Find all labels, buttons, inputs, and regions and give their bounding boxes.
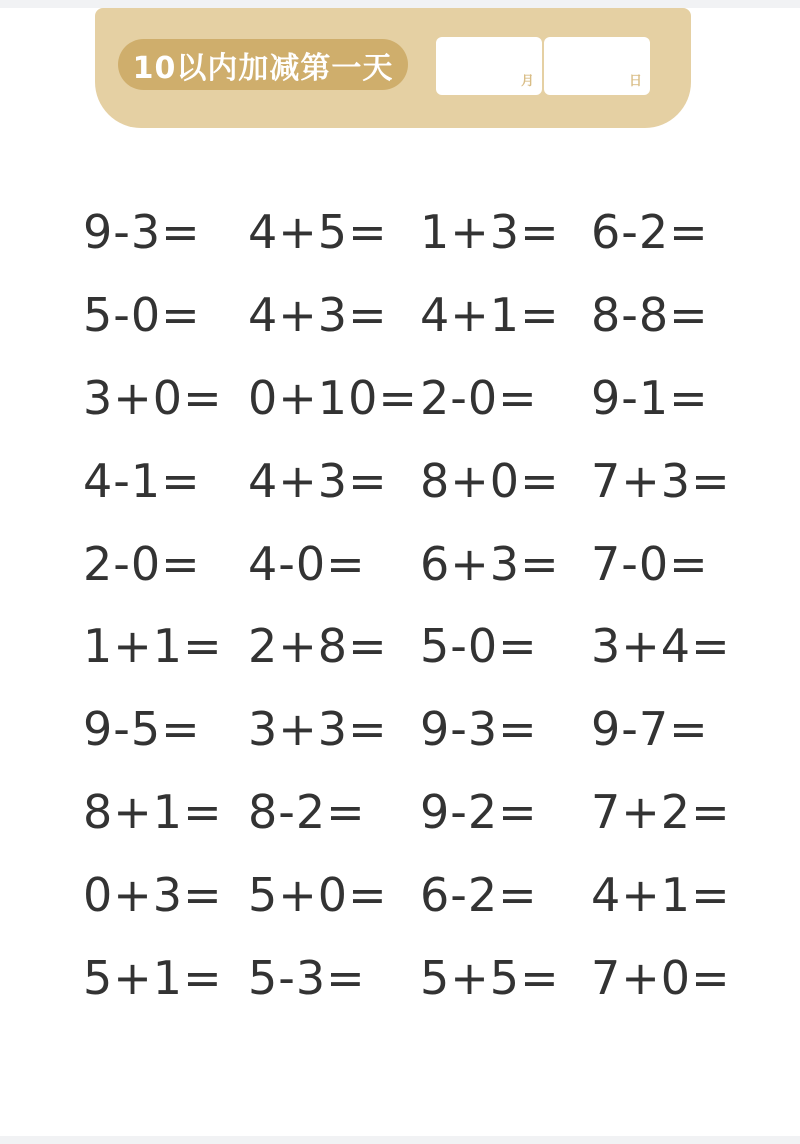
problem-cell: 4-1= [83, 453, 201, 508]
problem-cell: 2-0= [83, 536, 201, 591]
problem-cell: 9-3= [420, 702, 538, 757]
problem-cell: 6-2= [591, 205, 709, 260]
problem-cell: 7+0= [591, 950, 731, 1005]
problem-cell: 4+3= [248, 288, 388, 343]
problem-cell: 5-3= [248, 950, 366, 1005]
problem-cell: 3+0= [83, 370, 223, 425]
problem-cell: 9-2= [420, 784, 538, 839]
month-unit-label: 月 [520, 74, 534, 89]
problem-cell: 5+5= [420, 950, 560, 1005]
problem-cell: 3+4= [591, 619, 731, 674]
problem-cell: 8+1= [83, 784, 223, 839]
worksheet-title: 10以内加减第一天 [118, 39, 408, 90]
problem-cell: 4-0= [248, 536, 366, 591]
problem-cell: 8+0= [420, 453, 560, 508]
problems-grid [83, 191, 731, 1019]
problem-cell: 2+8= [248, 619, 388, 674]
day-unit-label: 日 [628, 74, 642, 89]
problem-cell: 4+1= [420, 288, 560, 343]
top-edge-strip [0, 0, 800, 8]
problem-cell: 5-0= [420, 619, 538, 674]
problem-cell: 3+3= [248, 702, 388, 757]
date-fields [436, 37, 650, 95]
problem-cell: 9-7= [591, 702, 709, 757]
problem-cell: 0+3= [83, 867, 223, 922]
problem-cell: 7+2= [591, 784, 731, 839]
day-input[interactable] [544, 37, 650, 95]
problem-cell: 9-5= [83, 702, 201, 757]
month-input[interactable] [436, 37, 542, 95]
problem-cell: 6-2= [420, 867, 538, 922]
problem-cell: 5+0= [248, 867, 388, 922]
problem-cell: 4+3= [248, 453, 388, 508]
problem-cell: 9-1= [591, 370, 709, 425]
problem-cell: 1+1= [83, 619, 223, 674]
problem-cell: 5-0= [83, 288, 201, 343]
problem-cell: 0+10= [248, 370, 418, 425]
problem-cell: 5+1= [83, 950, 223, 1005]
problem-cell: 4+5= [248, 205, 388, 260]
problem-cell: 7-0= [591, 536, 709, 591]
problem-cell: 6+3= [420, 536, 560, 591]
problem-cell: 1+3= [420, 205, 560, 260]
problem-cell: 7+3= [591, 453, 731, 508]
problem-cell: 2-0= [420, 370, 538, 425]
bottom-edge-strip [0, 1136, 800, 1144]
problem-cell: 8-2= [248, 784, 366, 839]
header-banner [95, 8, 691, 128]
problem-cell: 9-3= [83, 205, 201, 260]
problem-cell: 4+1= [591, 867, 731, 922]
problem-cell: 8-8= [591, 288, 709, 343]
